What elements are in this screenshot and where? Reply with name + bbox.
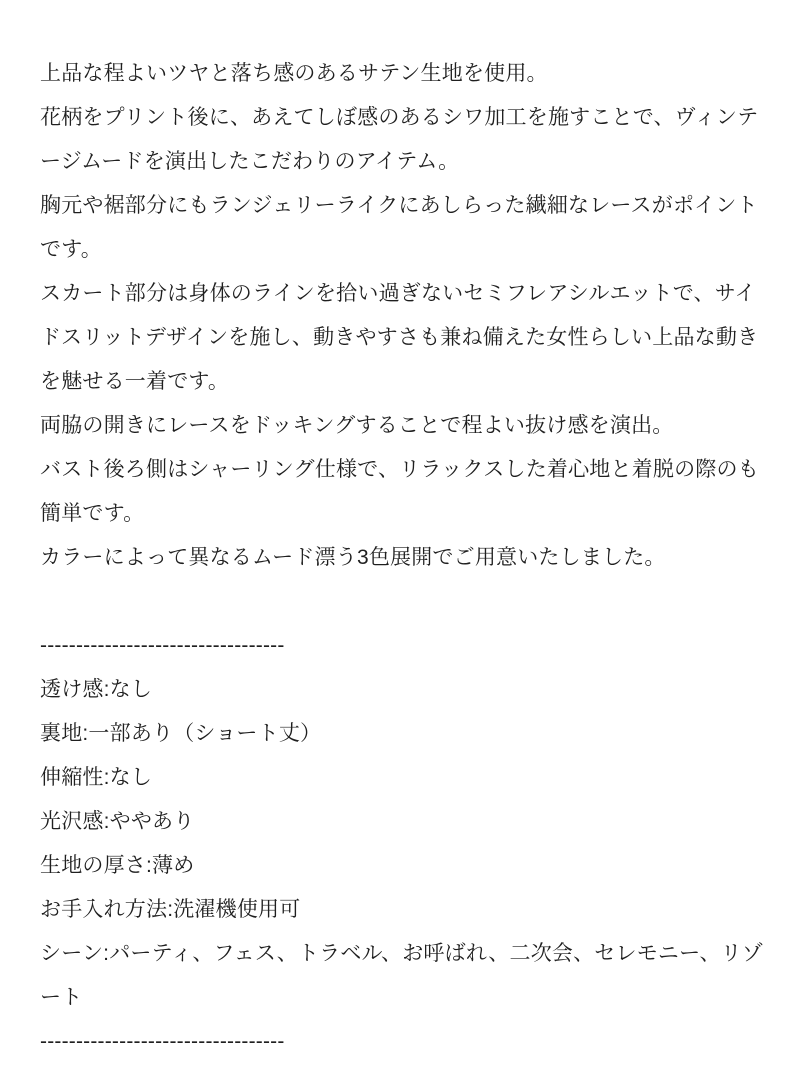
spec-line-lining: 裏地:一部あり（ショート丈）: [40, 722, 322, 745]
description-paragraph: 上品な程よいツヤと落ち感のあるサテン生地を使用。: [40, 62, 548, 85]
description-block: [40, 52, 765, 580]
divider-top: ----------------------------------: [40, 634, 285, 657]
description-paragraph: カラーによって異なるムード漂う3色展開でご用意いたしました。: [40, 546, 666, 569]
description-paragraph: 胸元や裾部分にもランジェリーライクにあしらった繊細なレースがポイントです。: [40, 194, 758, 261]
spec-line-thickness: 生地の厚さ:薄め: [40, 854, 195, 877]
description-paragraph: 両脇の開きにレースをドッキングすることで程よい抜け感を演出。: [40, 414, 674, 437]
spec-line-care: お手入れ方法:洗濯機使用可: [40, 898, 301, 921]
spec-line-stretch: 伸縮性:なし: [40, 766, 153, 789]
spec-line-sheerness: 透け感:なし: [40, 678, 153, 701]
description-paragraph: スカート部分は身体のラインを拾い過ぎないセミフレアシルエットで、サイドスリットデザインを施し、動きやすさも兼ね備えた女性らしい上品な動きを魅せる一着です。: [40, 282, 759, 393]
section-spacer: [40, 580, 765, 624]
spec-line-scene: シーン:パーティ、フェス、トラベル、お呼ばれ、二次会、セレモニー、リゾート: [40, 942, 764, 1009]
divider-bottom: ----------------------------------: [40, 1030, 285, 1053]
description-paragraph: 花柄をプリント後に、あえてしぼ感のあるシワ加工を施すことで、ヴィンテージムードを演出したこだわりのアイテム。: [40, 106, 759, 173]
spec-block: [40, 668, 765, 1020]
description-paragraph: バスト後ろ側はシャーリング仕様で、リラックスした着心地と着脱の際のも簡単です。: [40, 458, 759, 525]
spec-line-gloss: 光沢感:ややあり: [40, 810, 195, 833]
